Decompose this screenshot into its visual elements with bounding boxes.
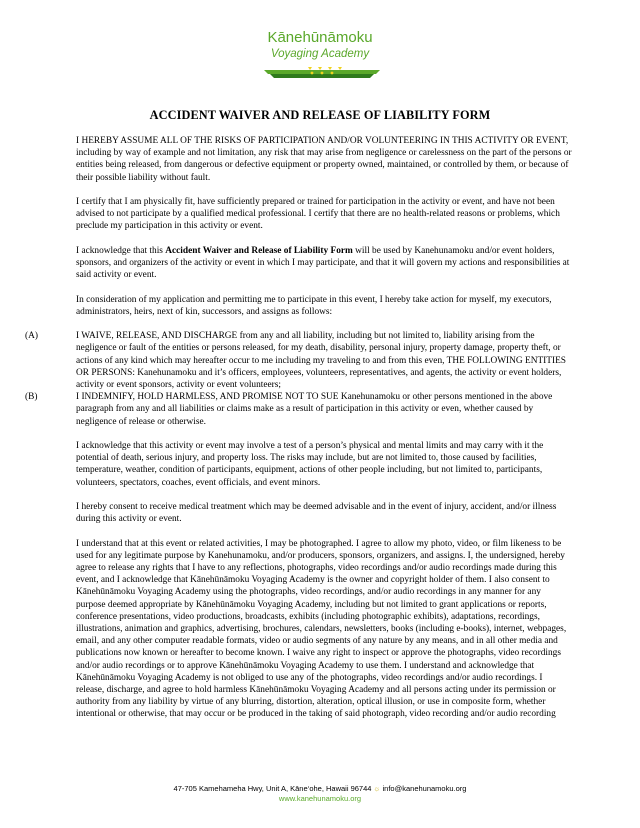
waiver-list (25, 330, 572, 428)
list-marker: (B) (25, 392, 38, 403)
page-title: ACCIDENT WAIVER AND RELEASE OF LIABILITY FORM (149, 108, 491, 122)
footer (0, 784, 640, 804)
list-item (25, 330, 572, 391)
footer-email[interactable]: info@kanehunamoku.org (382, 784, 467, 793)
form-name: Accident Waiver and Release of Liability Form (165, 245, 353, 256)
list-marker: (A) (25, 331, 38, 342)
paragraph-fitness: I certify that I am physically fit, have sufficiently prepared or trained for participation in the activity or event, and have not been advised to not participate by a qualified medical professional. I certify that there are no health-related reasons or problems, which preclude my participation in this activity or event. (76, 197, 560, 232)
paragraph-risks: I acknowledge that this activity or event may involve a test of a person’s physical and mental limits and may carry with it the potential of death, serious injury, and property loss. The risks may include, but are not limited to, those caused by facilities, temperature, weather, condition of participants, equipment, actions of other people including, but not limited to, participants, volunteers, spectators, coaches, event officials, and event minors. (76, 441, 544, 488)
document-body (25, 135, 572, 733)
paragraph-consideration: In consideration of my application and permitting me to participate in this event, I hereby take action for myself, my executors, administrators, heirs, next of kin, successors, and assigns as follows: (76, 294, 552, 317)
sun-icon: ☼ (373, 784, 381, 793)
logo-canoe-icon (262, 67, 382, 79)
list-item (25, 391, 572, 428)
paragraph-medical-consent: I hereby consent to receive medical treatment which may be deemed advisable and in the event of injury, accident, and/or illness during this activity or event. (76, 502, 557, 525)
logo (0, 29, 640, 61)
paragraph-photo-release: I understand that at this event or related activities, I may be photographed. I agree to allow my photo, video, or film likeness to be used for any legitimate purpose by Kanehunamoku, and/or producers, sponsors, organizers, and assigns. I, the undersigned, hereby agree to release any rights that I have to any reflections, photographs, video recordings and/or audio recordings made during this event, and I acknowledge that Kānehūnāmoku Voyaging Academy is the owner and copyright holder of them. I also consent to Kānehūnāmoku Voyaging Academy using the photographs, video recordings, and/or audio recordings in any manner for any purpose deemed appropriate by Kānehūnāmoku Voyaging Academy, including but not limited to grant applications or reports, conference presentations, video productions, broadcasts, exhibits (including photographic exhibits), adaptations, recordings, illustrations, animation and graphics, advertising, brochures, calendars, newsletters, books (including e-books), internet, webpages, email, and any other computer readable formats, video or audio segments of any nature by any means, and in all other media and publications now known or hereafter to become known. I waive any right to inspect or approve the photographs, video recordings and/or audio recordings or to approve Kānehūnāmoku Voyaging Academy to use them. I understand and acknowledge that Kānehūnāmoku Voyaging Academy is not obliged to use any of the photographs, video recordings and/or audio recordings. I release, discharge, and agree to hold harmless Kānehūnāmoku Voyaging Academy and all persons acting under its permission or authority from any liability by virtue of any blurring, distortion, alteration, optical illusion, or use in composite form, whether intentional or otherwise, that may occur or be produced in the taking of said photograph, video recording and/or audio recording (76, 538, 567, 720)
footer-website[interactable]: www.kanehunamoku.org (278, 794, 362, 803)
list-item-text: I INDEMNIFY, HOLD HARMLESS, AND PROMISE NOT TO SUE Kanehunamoku or other persons mentioned in the above paragraph from any and all liabilities or claims make as a result of participation in this activity or even, whether caused by negligence of release or otherwise. (76, 392, 553, 427)
paragraph-acknowledge-form: I acknowledge that this Accident Waiver and Release of Liability Form will be used by Kanehunamoku and/or event holders, sponsors, and organizers of the activity or event in which I may participate, and that it will govern my actions and responsibilities at said activity or event. (76, 245, 570, 281)
paragraph-assumption-of-risk: I HEREBY ASSUME ALL OF THE RISKS OF PARTICIPATION AND/OR VOLUNTEERING IN THIS ACTIVITY OR EVENT, including by way of example and not limitation, any risk that may arise from negligence or carelessness on the part of the persons or entities being released, from dangerous or defective equipment or property owned, maintained, or controlled by them, or because of their possible liability without fault. (76, 136, 572, 183)
footer-contact (0, 784, 640, 794)
list-item-text: I WAIVE, RELEASE, AND DISCHARGE from any and all liability, including but not limited to, liability arising from the negligence or fault of the entities or persons released, for my death, disability, personal injury, property damage, property theft, or actions of any kind which may hereafter occur to me including my traveling to and from this even, THE FOLLOWING ENTITIES OR PERSONS: Kanehunamoku and it’s officers, employees, volunteers, representatives, and agents, the activity or event holders, activity or event sponsors, activity or event volunteers; (76, 331, 566, 390)
footer-address: 47-705 Kamehameha Hwy, Unit A, Kāne‘ohe, Hawaii 96744 (173, 784, 372, 793)
logo-title: Kānehūnāmoku (267, 29, 373, 46)
logo-subtitle: Voyaging Academy (270, 48, 370, 60)
